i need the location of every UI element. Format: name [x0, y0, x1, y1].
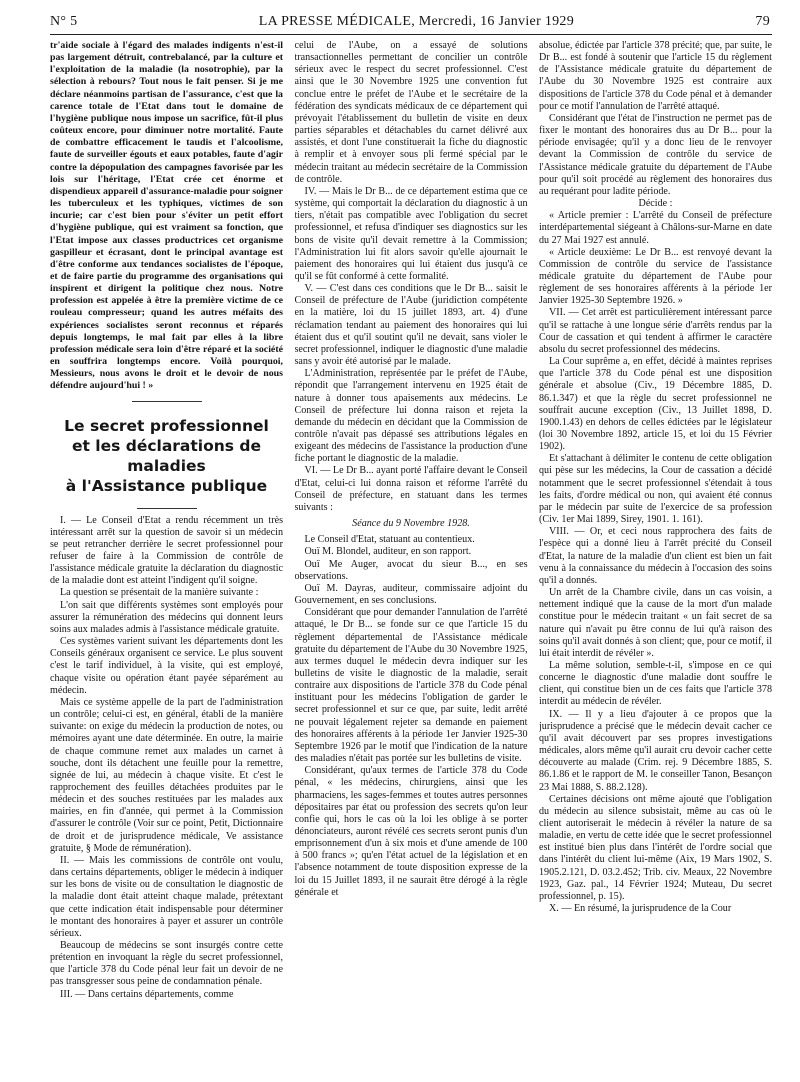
headline-line-2: et les déclarations de maladies: [71, 436, 262, 475]
paragraph: IX. — Il y a lieu d'ajouter à ce propos que la jurisprudence a précisé que le médecin devait cacher ce qu'il avait découvert par ses propres investigations médicales, alors même qu'il aurait cru devoir cacher cette découverte au malade (Crim. rej. 9 Décembre 1885, S. 86.1.86 et le rapport de M. le conseiller Tanon, Besançon 23 Mai 1888, S. 88.2.128).: [539, 708, 772, 793]
headline-line-3: à l'Assistance publique: [65, 476, 268, 495]
paragraph: IV. — Mais le Dr B... de ce département estima que ce système, qui comportait la déclaration du diagnostic à un tiers, n'était pas compatible avec l'obligation du secret professionnel, et refusa d'indiquer ses diagnostics sur les bons de visite qu'il devait remettre à la Commission; l'Administration lui fit alors savoir qu'elle ajournait le paiement des honoraires qui lui étaient dus jusqu'à ce qu'il se fût conformé à cette formalité.: [294, 185, 528, 282]
headline-line-1: Le secret professionnel: [64, 416, 269, 435]
journal-title: LA PRESSE MÉDICALE, Mercredi, 16 Janvier 1929: [258, 14, 575, 29]
paragraph: La même solution, semble-t-il, s'impose en ce qui concerne le diagnostic d'une maladie dont souffre le client, qui constitue bien un de ces faits que l'article 378 interdit au médecin de révéler.: [539, 659, 772, 708]
paragraph: absolue, édictée par l'article 378 précité; que, par suite, le Dr B... est fondé à soutenir que l'article 15 du règlement de l'Assistance médicale gratuite du département de l'Aube du 30 Novembre 1925 est contraire aux dispositions de l'article 378 du Code pénal et à demander pour ce motif l'annulation de l'arrêté attaqué.: [539, 40, 772, 112]
page-header: [50, 14, 770, 36]
paragraph: VI. — Le Dr B... ayant porté l'affaire devant le Conseil d'Etat, celui-ci lui donna raison et réforme l'arrêté du Conseil de préfecture, en statuant dans les termes suivants :: [294, 465, 528, 513]
paragraph: Ces systèmes varient suivant les départements dont les Conseils généraux organisent ce service. Le plus souvent c'est le tarif individuel, à la visite, qui est employé, chaque visite ou opération étant payée séparément au médecin.: [50, 636, 283, 696]
paragraph: Considérant que pour demander l'annulation de l'arrêté attaqué, le Dr B... se fonde sur ce que l'article 15 du règlement départemental de l'Assistance médicale gratuite du département de l'Aube du 30 Novembre 1925, aux termes duquel le médecin devra indiquer sur les bulletins de visite le diagnostic de la maladie, serait contraire aux dispositions de l'article 378 du Code pénal instituant pour les médecins l'obligation de garder le secret professionnel et sur ce que, par suite, ledit arrêté ne pouvait légalement rejeter sa demande en paiement des honoraires afférents à la période 1er Janvier 1925-30 Septembre 1926 par le motif que l'indication de la nature des maladies n'était pas portée sur les bulletins de visite.: [294, 607, 528, 765]
paragraph: Considérant que l'état de l'instruction ne permet pas de fixer le montant des honoraires dus au Dr B... pour la période envisagée; qu'il y a donc lieu de le renvoyer devant la Commission de contrôle du service de l'Assistance médicale gratuite du département de l'Aube pour qu'il soit procédé au règlement des honoraires dus au requérant pour ladite période.: [539, 112, 772, 197]
column-right: [539, 40, 772, 1078]
paragraph: « Article deuxième: Le Dr B... est renvoyé devant la Commission de contrôle du service de l'assistance médicale gratuite du département de l'Aube pour règlement de ses honoraires afférents à la période 1er Janvier 1925-30 Septembre 1926. »: [539, 246, 772, 307]
article-headline: [50, 416, 283, 496]
column-left: [50, 40, 283, 1078]
paragraph: « Article premier : L'arrêté du Conseil de préfecture interdépartemental siégeant à Châlons-sur-Marne en date du 27 Mai 1927 est annulé.: [539, 210, 772, 246]
page-number: 79: [755, 14, 770, 29]
paragraph: celui de l'Aube, on a essayé de solutions transactionnelles permettant de concilier un contrôle sérieux avec le respect du secret professionnel. C'est ainsi que le 30 Novembre 1925 une convention fut conclue entre le préfet de l'Aube et le secrétaire de la fédération des syndicats médicaux de ce département qui prévoyait l'établissement du bulletin de visite en deux parties séparables et détachables du carnet délivré aux assistés, et dont l'une constituerait la fiche du diagnostic à remplir et à envoyer sous pli fermé spécial par le médecin traitant au médecin secrétaire de la Commission de contrôle.: [294, 40, 528, 185]
paragraph: Et s'attachant à délimiter le contenu de cette obligation qui pèse sur les médecins, la Cour de cassation a décidé notamment que le secret professionnel s'étendait à tous les faits, d'ordre médical ou non, qui avaient été connus par le médecin par suite de l'exercice de sa profession (Civ. 1er Mai 1899, Sirey, 1901. 1. 161).: [539, 453, 772, 526]
paragraph: La question se présentait de la manière suivante :: [60, 587, 259, 599]
session-date: Séance du 9 Novembre 1928.: [352, 518, 470, 530]
paragraph: La Cour suprême a, en effet, décidé à maintes reprises que l'article 378 du Code pénal est une disposition générale et absolue (Civ., 19 Décembre 1885, D. 86.1.347) et que la règle du secret professionnel ne souffrait aucune exception (Civ., 13 Juillet 1898, D. 1900.1.43) en dehors de celles édictées par le législateur (loi 30 Novembre 1892, article 15, et loi du 15 Février 1902).: [539, 356, 772, 453]
paragraph: Ouï M. Dayras, auditeur, commissaire adjoint du Gouvernement, en ses conclusions.: [294, 582, 528, 607]
paragraph: V. — C'est dans ces conditions que le Dr B... saisit le Conseil de préfecture de l'Aube (juridiction compétente en la matière, loi du 15 juillet 1893, art. 4) d'une réclamation tendant au paiement des honoraires qui lui étaient dus et qu'il soutint qu'il ne devait, sans violer le secret professionnel, indiquer le diagnostic d'une maladie sans y avoir été autorisé par le malade.: [294, 283, 528, 368]
paragraph: X. — En résumé, la jurisprudence de la Cour: [549, 903, 732, 915]
paragraph: L'on sait que différents systèmes sont employés pour assurer la rémunération des médecins qui donnent leurs soins aux malades admis à l'assistance médicale gratuite.: [50, 599, 283, 635]
paragraph: tr'aide sociale à l'égard des malades indigents n'est-il pas largement détruit, contrebalancé, par la culture et l'exploitation de la maladie (la nosotrophie), par la sélection à rebours? Tout nous le fait penser. Si je me déclare néanmoins partisan de l'assurance, c'est que la carence totale de l'Etat dans tout le domaine de l'hygiène publique nous impose un sacrifice, fût-il plus coûteux encore, pour diminuer notre mortalité. Faute de combattre efficacement le taudis et l'alcoolisme, faute de surveiller égouts et eaux potables, faute d'agir contre la dépopulation des campagnes favorisée par les lois sur l'héritage, l'Etat crée cet énorme et dispendieux appareil d'assurance-maladie pour soigner les tuberculeux et les typhiques, victimes de son incurie; car c'est bien pour s'éviter un petit effort d'hygiène publique, qui est vraiment sa fonction, que l'Etat impose aux classes productrices cet organisme gaspilleur et écrasant, dont le principal avantage est d'être conforme aux tendances socialistes de l'époque, et de faire partie du programme des organisations qui inspirent et dirigent la politique chez nous. Notre profession est appelée à être la première victime de ce rouleau compresseur; quand les autres méfaits des expériences socialistes seront reconnus et réparés depuis longtemps, le mal fait par elles à la libre profession médicale sera loin d'être réparé et la société en souffrira longtemps encore. Voilà pourquoi, Messieurs, nous avons le droit et le devoir de nous défendre aujourd'hui ! »: [50, 40, 283, 392]
paragraph: I. — Le Conseil d'Etat a rendu récemment un très intéressant arrêt sur la question de savoir si un médecin se peut retrancher derrière le secret professionnel pour refuser de faire à la Commission de contrôle de l'assistance médicale gratuite la déclaration du diagnostic de la maladie dont est atteint l'indigent qu'il soigne.: [50, 514, 283, 587]
paragraph: III. — Dans certains départements, comme: [60, 988, 234, 1000]
paragraph: Ouï Me Auger, avocat du sieur B..., en ses observations.: [294, 558, 528, 582]
paragraph: Mais ce système appelle de la part de l'administration un contrôle; celui-ci est, en général, établi de la manière suivante: on exige du médecin la production de notes, ou mémoires ayant une date déterminée. En outre, la mairie de chaque commune remet aux malades un carnet à souche, dont ils détachent une feuille pour la remettre, signée de lui, au médecin à chaque visite. Et c'est le rapprochement des feuilles détachées produites par le médecin et des souches restituées par les malades aux mairies, en fin d'année, qui permet à la Commission d'assurer le contrôle (Voir sur ce point, Petit, Dictionnaire de droit et de jurisprudence médicale, Ve assistance gratuite, § Mode de rémunération).: [50, 696, 283, 854]
paragraph: Certaines décisions ont même ajouté que l'obligation du médecin au silence subsistait, même au cas où le client autoriserait le médecin à révéler la nature de sa maladie, en vertu de cette idée que le secret professionnel est institué bien plus dans l'intérêt de l'ordre social que dans l'intérêt du client lui-même (Aix, 19 Mars 1902, S. 1905.2.121, D. 03.2.452; Trib. civ. Meaux, 22 Novembre 1923, Gaz. pal., 14 Février 1924; Muteau, Du secret professionnel, p. 15).: [539, 793, 772, 902]
separator-rule: [137, 508, 197, 509]
decision-heading: Décide :: [638, 198, 673, 210]
paragraph: II. — Mais les commissions de contrôle ont voulu, dans certains départements, obliger le médecin à indiquer sur les bons de visite ou de consultation le diagnostic de la maladie dont était atteint chaque malade, prétextant que cette indication était indispensable pour déterminer le montant des honoraires à payer et assurer un contrôle sérieux.: [50, 854, 283, 939]
paragraph: Considérant, qu'aux termes de l'article 378 du Code pénal, « les médecins, chirurgiens, ainsi que les pharmaciens, les sages-femmes et toutes autres personnes dépositaires par état ou profession des secrets qu'on leur confie qui, hors le cas où la loi les oblige à se porter dénonciateurs, auront révélé ces secrets seront punis d'un emprisonnement d'un à six mois et d'une amende de 100 à 500 francs »; qu'en l'état actuel de la législation et en l'absence notamment de toute disposition expresse de la loi du 15 Juillet 1893, il ne saurait être dérogé à la règle générale et: [294, 765, 528, 898]
paragraph: Le Conseil d'Etat, statuant au contentieux.: [304, 534, 475, 546]
paragraph: Beaucoup de médecins se sont insurgés contre cette prétention en invoquant la règle du secret professionnel, que l'article 378 du Code pénal leur fait un devoir de ne pas transgresser sous peine de condamnation pénale.: [50, 940, 283, 988]
issue-number: N° 5: [50, 14, 78, 29]
separator-rule: [132, 401, 202, 402]
paragraph: VIII. — Or, et ceci nous rapprochera des faits de l'espèce qui a donné lieu à l'arrêt précité du Conseil d'Etat, la nature de la maladie d'un client est bien un fait venu à la connaissance du médecin à l'occasion des soins qu'il a donnés.: [539, 526, 772, 586]
paragraph: VII. — Cet arrêt est particulièrement intéressant parce qu'il se rattache à une longue série d'arrêts rendus par la Cour de cassation et qui tendent à affirmer le caractère absolu du secret professionnel des médecins.: [539, 307, 772, 355]
paragraph: L'Administration, représentée par le préfet de l'Aube, répondit que l'arrangement intervenu en 1925 était de nature à donner tous apaisements aux médecins. Le Conseil de préfecture lui donna raison et rejeta la demande du médecin en décidant que la Commission de contrôle n'avait pas dépassé ses attributions légales en exigeant des médecins de l'assistance la production d'une fiche portant le diagnostic de la maladie.: [294, 368, 528, 465]
article-columns: [50, 40, 772, 1078]
paragraph: Un arrêt de la Chambre civile, dans un cas voisin, a nettement indiqué que la cause de la mort d'un malade constitue pour le médecin traitant « un fait secret de sa nature qui n'avait pu être connu de lui qu'à raison des soins qu'il avait donnés à son client; que, pour ce motif, il lui était interdit de révéler ».: [539, 587, 772, 659]
column-middle: [295, 40, 528, 1078]
paragraph: Ouï M. Blondel, auditeur, en son rapport.: [304, 546, 472, 558]
header-rule: [50, 34, 772, 35]
